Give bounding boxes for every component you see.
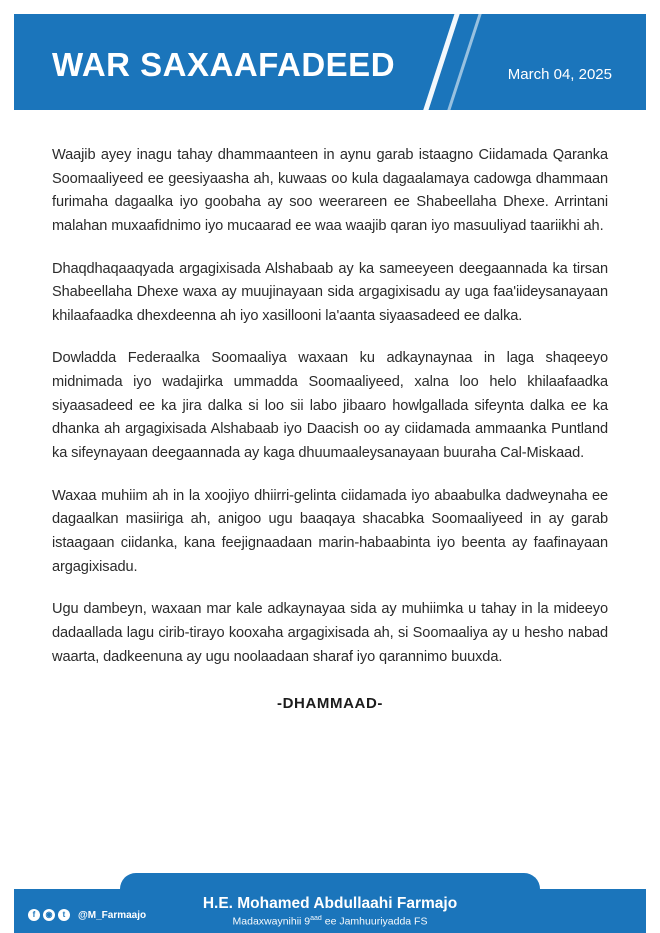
closing-marker: -DHAMMAAD-	[277, 695, 383, 713]
paragraph: Dowladda Federaalka Soomaaliya waxaan ku adkaynaynaa in laga shaqeeyo midnimada iyo wadajirka ummadda Soomaaliyeed, xalna loo helo khilaafaadka siyaasadeed ee ka jira dalka si loo sii labo jibaaro howlgallada sifeynta dalka ee ka dhanka ah argagixisada Alshabaab iyo Daacish oo ay ciidamada ammaanka Puntland ka sifeynayaan deegaannada ay kaga dhuumaaleysanayaan buuraha Cal-Miskaad.	[52, 350, 608, 462]
header-slash-decoration-secondary	[442, 14, 485, 110]
twitter-icon[interactable]: t	[58, 909, 70, 921]
header-slash-decoration	[418, 14, 463, 110]
paragraph: Waxaa muhiim ah in la xoojiyo dhiirri-gelinta ciidamada iyo abaabulka dadweynaha ee dagaalkan masiiriga ah, anigoo ugu baaqaya shacabka Soomaaliyeed in ay garab istaagaan ciidanka, kana feejignaadaan marin-habaabinta iyo beenta ay faafinayaan argagixisadu.	[52, 487, 608, 575]
document-header	[14, 14, 646, 110]
page-title: WAR SAXAAFADEED	[52, 46, 396, 83]
paragraph: Dhaqdhaqaaqyada argagixisada Alshabaab ay ka sameeyeen deegaannada ka tirsan Shabeellaha Dhexe waxa ay muujinayaan sida argagixisadu ay uga faa'iideysanayaan khilaafaadka dhexdeenna ah iyo xasillooni la'aanta siyaasadeed ee dalka.	[52, 260, 608, 324]
signatory-name: H.E. Mohamed Abdullaahi Farmajo	[202, 895, 458, 913]
role-prefix: Madaxwaynihii 9	[232, 915, 311, 928]
social-icon-group[interactable]	[28, 909, 70, 921]
facebook-icon[interactable]: f	[28, 909, 40, 921]
social-links[interactable]	[28, 909, 146, 921]
role-superscript: aad	[310, 914, 322, 922]
paragraph: Waajib ayey inagu tahay dhammaanteen in aynu garab istaagno Ciidamada Qaranka Soomaaliyeed ee geesiyaasha ah, kuwaas oo kula dagaalamaya cadowga dhammaan furimaha dagaalka iyo goobaha ay soo weerareen ee Shabeellaha Dhexe. Arrintani malahan muxaafidnimo iyo mucaarad ee waa waajib qaran iyo masuuliyad taariikhi ah.	[52, 147, 608, 234]
paragraph: Ugu dambeyn, waxaan mar kale adkaynayaa sida ay muhiimka u tahay in la mideeyo dadaallada lagu cirib-tirayo kooxaha argagixisada ah, si Soomaaliya ay u hesho nabad waarta, dadkeenuna ay ugu noolaadaan sharaf iyo qarannimo buuxda.	[52, 601, 608, 665]
role-suffix: ee Jamhuuriyadda FS	[321, 915, 428, 928]
release-date: March 04, 2025	[507, 66, 612, 83]
social-handle[interactable]: @M_Farmaajo	[78, 909, 147, 921]
instagram-icon[interactable]: ◉	[43, 909, 55, 921]
document-body	[14, 110, 646, 712]
document-footer	[14, 881, 646, 933]
